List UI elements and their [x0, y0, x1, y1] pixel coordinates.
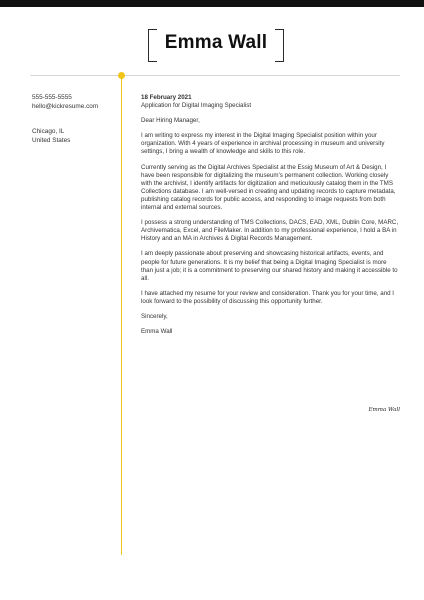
accent-dot: [118, 72, 125, 79]
name-header: [148, 29, 284, 60]
paragraph-skills: I possess a strong understanding of TMS Collections, DACS, EAD, XML, Dublin Core, MARC, Archivematica, Excel, and FileMaker. In addition to my professional experience, I hold a BA in History and an MA in Archives & Digital Records Management.: [141, 219, 399, 243]
paragraph-passion: I am deeply passionate about preserving and showcasing historical artifacts, events, and people for future generations. It is my belief that being a Digital Imaging Specialist is more than just a job; it is a commitment to preserving our shared history and making it accessible to all.: [141, 250, 398, 282]
horizontal-divider: [30, 75, 400, 76]
salutation: Dear Hiring Manager,: [141, 117, 200, 125]
vertical-accent-line: [121, 75, 122, 555]
email-address: hello@kickresume.com: [32, 102, 99, 110]
applicant-name: Emma Wall: [164, 32, 268, 53]
paragraph-closing: I have attached my resume for your review and consideration. Thank you for your time, and I look forward to the possibility of discussing this opportunity further.: [141, 289, 395, 305]
letter-date: 18 February 2021: [141, 94, 192, 101]
paragraph-current-role: Currently serving as the Digital Archives Specialist at the Essig Museum of Art & Design, I have been responsible for digitalizing the museum's permanent collection. Working closely with the archivist, I identify artifacts for digitization and meticulously catalog them in the TMS Collections database. I am well-versed in creating and updating records to capture metadata, publishing catalog records for public access, and responding to image requests from both internal and external sources.: [141, 163, 396, 212]
letter-subject: Application for Digital Imaging Specialist: [141, 102, 252, 110]
sender-name: Emma Wall: [141, 328, 173, 336]
letter-body: [141, 94, 399, 336]
handwritten-signature: Emma Wall: [368, 407, 400, 413]
contact-column: [32, 94, 116, 145]
city: Chicago, IL: [32, 128, 65, 136]
country: United States: [32, 136, 71, 144]
complimentary-close: Sincerely,: [141, 312, 168, 320]
top-bar: [0, 0, 424, 7]
phone-number: 555-555-5555: [32, 94, 72, 101]
paragraph-intro: I am writing to express my interest in the Digital Imaging Specialist position within your organization. With 4 years of experience in archival processing in museum and university settings, I bring a wealth of knowledge and skills to this role.: [141, 132, 385, 156]
